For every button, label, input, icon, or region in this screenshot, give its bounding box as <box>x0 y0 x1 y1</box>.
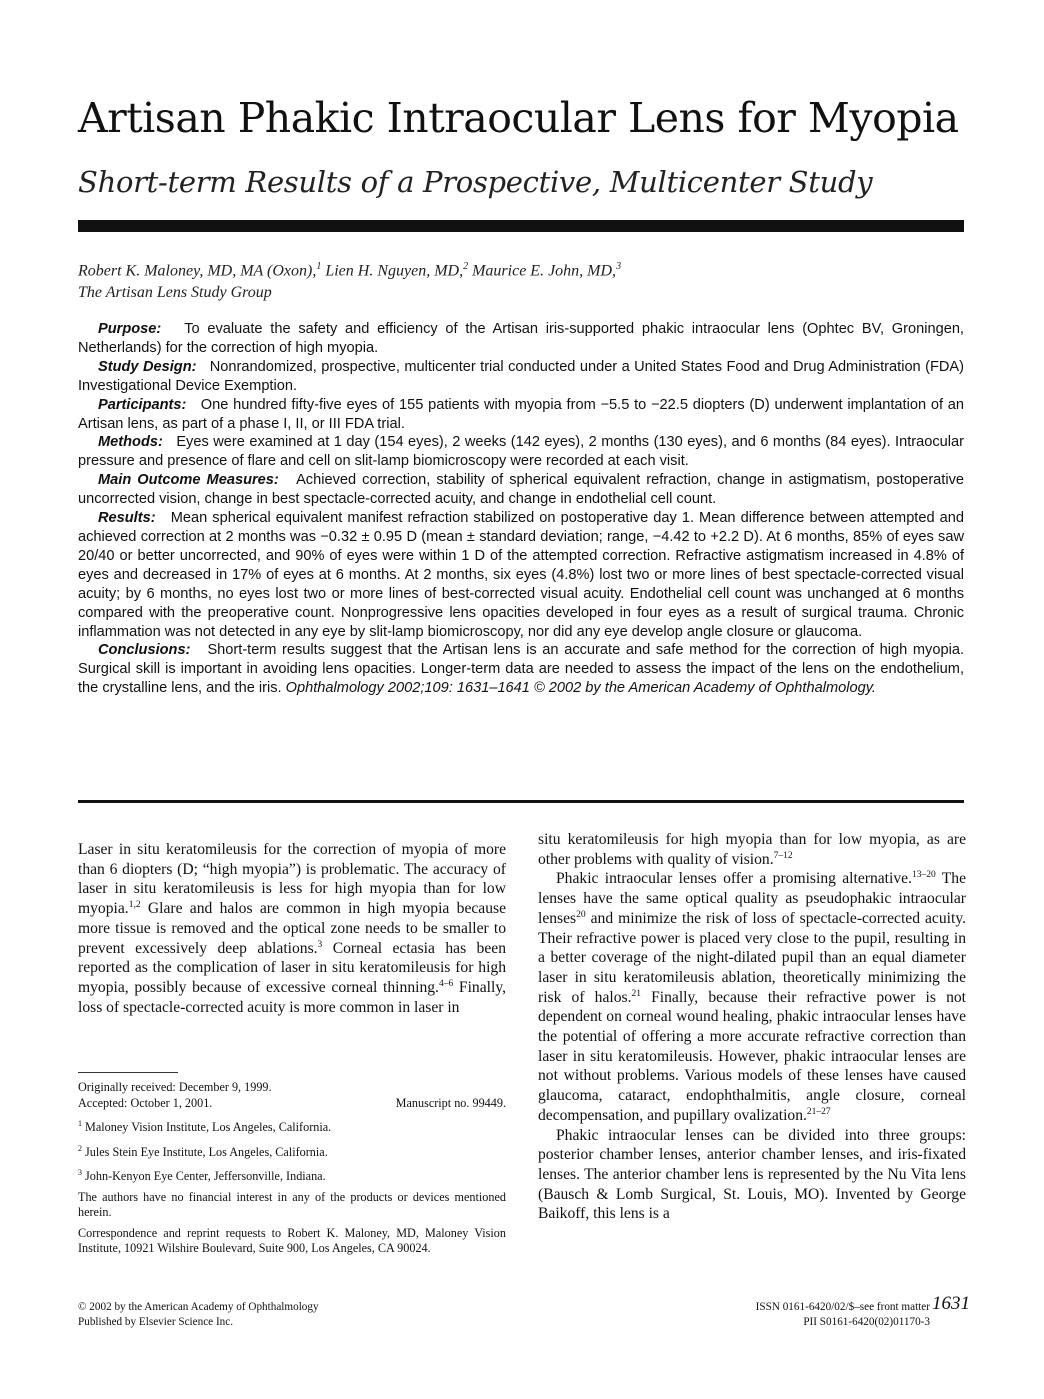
abstract-participants <box>78 396 964 434</box>
author-2: Lien H. Nguyen, MD, <box>321 262 464 280</box>
article-subtitle: Short-term Results of a Prospective, Multicenter Study <box>78 165 873 199</box>
accepted-row <box>78 1096 506 1112</box>
reference-marker[interactable]: 7–12 <box>773 850 793 861</box>
abstract-text: Short-term results suggest that the Artisan lens is an accurate and safe method for the correction of high myopia. Surgical skill is important in avoiding lens opacities. Longer-term data are needed to assess the impact of the lens on the endothelium, the crystalline lens, and the iris. <box>78 642 965 697</box>
footer-identifiers <box>640 1300 930 1330</box>
abstract-divider <box>78 800 964 803</box>
abstract-label: Main Outcome Measures: <box>98 472 279 489</box>
body-text: situ keratomileusis for high myopia than for low myopia, as are other problems with quality of vision. <box>538 831 966 868</box>
article-title: Artisan Phakic Intraocular Lens for Myopia <box>78 94 959 142</box>
abstract-text: One hundred fifty-five eyes of 155 patients with myopia from −5.5 to −22.5 diopters (D) underwent implantation of an Artisan lens, as part of a phase I, II, or III FDA trial. <box>78 396 965 432</box>
pii-line: PII S0161-6420(02)01170-3 <box>803 1316 930 1328</box>
abstract-conclusions <box>78 641 964 698</box>
article-notes <box>78 1080 506 1262</box>
abstract-results <box>78 509 964 641</box>
affiliation-marker: 3 <box>78 1168 82 1178</box>
body-column-right <box>538 830 966 1224</box>
affiliation-1 <box>78 1116 506 1136</box>
abstract-label: Conclusions: <box>98 642 191 659</box>
body-text: Laser in situ keratomileusis for the correction of myopia of more than 6 diopters (D; “high myopia”) is problematic. The accuracy of laser in situ keratomileusis is less for high myopia than for low myopia. <box>78 841 506 918</box>
affiliation-text: John-Kenyon Eye Center, Jeffersonville, Indiana. <box>82 1169 326 1184</box>
affiliation-marker: 1 <box>78 1119 82 1128</box>
affiliation-2 <box>78 1141 506 1161</box>
author-3-affiliation-ref: 3 <box>616 261 622 272</box>
affiliation-text: Jules Stein Eye Institute, Los Angeles, California. <box>82 1144 328 1159</box>
abstract-purpose <box>78 320 964 358</box>
reference-marker[interactable]: 21 <box>631 988 641 999</box>
manuscript-number: Manuscript no. 99449. <box>395 1095 506 1110</box>
title-divider <box>78 220 964 232</box>
footer-publisher-info <box>78 1300 478 1330</box>
reference-marker[interactable]: 3 <box>317 939 323 950</box>
author-1-affiliation-ref: 1 <box>316 261 322 272</box>
study-group: The Artisan Lens Study Group <box>78 284 272 302</box>
abstract-text: To evaluate the safety and efficiency of the Artisan iris-supported phakic intraocular lens (Ophtec BV, Groningen, Netherlands) for the correction of high myopia. <box>78 321 964 356</box>
body-text: and minimize the risk of loss of spectacle-corrected acuity. Their refractive power is placed very close to the pupil, resulting in a better coverage of the night-dilated pupil than an equal diameter laser in situ keratomileusis ablation, theoretically minimizing the risk of halos. <box>538 909 966 1006</box>
body-text: Phakic intraocular lenses offer a promising alternative. <box>556 870 912 888</box>
reference-marker[interactable]: 20 <box>576 909 586 920</box>
author-1: Robert K. Maloney, MD, MA (Oxon), <box>78 262 317 280</box>
body-paragraph <box>78 840 506 1017</box>
body-paragraph: Phakic intraocular lenses can be divided into three groups: posterior chamber lenses, anterior chamber lenses, and iris-fixated lenses. The anterior chamber lens is represented by the Nu Vita lens (Bausch & Lomb Surgical, St. Louis, MO). Invented by George Baikoff, this lens is a <box>538 1126 966 1223</box>
abstract-text: Achieved correction, stability of spherical equivalent refraction, change in astigmatism, postoperative uncorrected vision, change in best spectacle-corrected acuity, and change in endothelial cell count. <box>78 472 965 508</box>
body-text: Finally, because their refractive power is not dependent on corneal wound healing, phakic intraocular lenses have the potential of offering a more accurate refractive correction than laser in situ keratomileusis. However, phakic intraocular lenses are not without problems. Various models of these lenses have caused glaucoma, cataract, endophthalmitis, angle closure, corneal decompensation, and pupillary ovalization. <box>538 988 966 1124</box>
abstract-methods <box>78 433 964 471</box>
author-list <box>78 256 958 304</box>
affiliation-text: Maloney Vision Institute, Los Angeles, California. <box>82 1120 332 1135</box>
abstract-text: Mean spherical equivalent manifest refraction stabilized on postoperative day 1. Mean difference between attempted and achieved correction at 2 months was −0.32 ± 0.95 D (mean ± standard deviation; range, −4.42 to +2.2 D). At 6 months, 85% of eyes saw 20/40 or better uncorrected, and 90% of eyes were within 1 D of the attempted correction. Refractive astigmatism increased in 4.8% of eyes and decreased in 17% of eyes at 6 months. At 2 months, six eyes (4.8%) lost two or more lines of best spectacle-corrected visual acuity; by 6 months, no eyes lost two or more lines of best-corrected visual acuity. Endothelial cell count was unchanged at 6 months compared with the preoperative count. Nonprogressive lens opacities developed in four eyes as a result of surgical trauma. Chronic inflammation was not detected in any eye by slit-lamp biomicroscopy, nor did any eye develop angle closure or glaucoma. <box>78 510 964 640</box>
author-3: Maurice E. John, MD, <box>468 262 617 280</box>
abstract-study-design <box>78 358 964 396</box>
body-column-left <box>78 840 506 1017</box>
accepted-date: Accepted: October 1, 2001. <box>78 1095 213 1110</box>
footnote-divider <box>78 1072 178 1073</box>
abstract <box>78 320 964 698</box>
body-paragraph <box>538 869 966 1125</box>
reference-marker[interactable]: 21–27 <box>806 1106 831 1117</box>
abstract-text: Nonrandomized, prospective, multicenter trial conducted under a United States Food and Drug Administration (FDA) Investigational Device Exemption. <box>78 358 964 394</box>
journal-citation: Ophthalmology 2002;109: 1631–1641 © 2002 by the American Academy of Ophthalmology. <box>285 680 876 697</box>
author-2-affiliation-ref: 2 <box>463 261 469 272</box>
author-names <box>78 256 958 282</box>
correspondence-address: Correspondence and reprint requests to Robert K. Maloney, MD, Maloney Vision Institute, 10921 Wilshire Boulevard, Suite 900, Los Angeles, CA 90024. <box>78 1225 506 1256</box>
reference-marker[interactable]: 4–6 <box>438 978 454 989</box>
abstract-label: Participants: <box>98 396 187 413</box>
affiliation-3 <box>78 1165 506 1185</box>
publisher-line: Published by Elsevier Science Inc. <box>78 1316 234 1328</box>
reference-marker[interactable]: 1,2 <box>128 899 141 910</box>
body-text: Finally, loss of spectacle-corrected acuity is more common in laser in <box>78 978 506 1016</box>
copyright-line: © 2002 by the American Academy of Ophthalmology <box>78 1301 319 1313</box>
abstract-outcome-measures <box>78 471 964 509</box>
body-text: Corneal ectasia has been reported as the complication of laser in situ keratomileusis for high myopia, possibly because of excessive corneal thinning. <box>78 939 506 996</box>
financial-disclosure: The authors have no financial interest in any of the products or devices mentioned herein. <box>78 1189 506 1220</box>
body-text: The lenses have the same optical quality as pseudophakic intraocular lenses <box>538 870 966 927</box>
abstract-text: Eyes were examined at 1 day (154 eyes), 2 weeks (142 eyes), 2 months (130 eyes), and 6 months (84 eyes). Intraocular pressure and presence of flare and cell on slit-lamp biomicroscopy were recorded at each visit. <box>78 434 964 470</box>
abstract-label: Study Design: <box>98 358 197 375</box>
affiliation-marker: 2 <box>78 1143 82 1153</box>
page-number: 1631 <box>932 1293 970 1314</box>
body-paragraph <box>538 830 966 869</box>
received-date: Originally received: December 9, 1999. <box>78 1080 272 1094</box>
reference-marker[interactable]: 13–20 <box>911 870 936 881</box>
abstract-label: Purpose: <box>98 321 162 337</box>
body-text: Glare and halos are common in high myopia because more tissue is removed and the optical zone needs to be smaller to prevent excessively deep ablations. <box>78 900 506 957</box>
issn-line: ISSN 0161-6420/02/$–see front matter <box>755 1301 930 1313</box>
abstract-label: Methods: <box>98 434 163 451</box>
abstract-label: Results: <box>98 510 156 527</box>
